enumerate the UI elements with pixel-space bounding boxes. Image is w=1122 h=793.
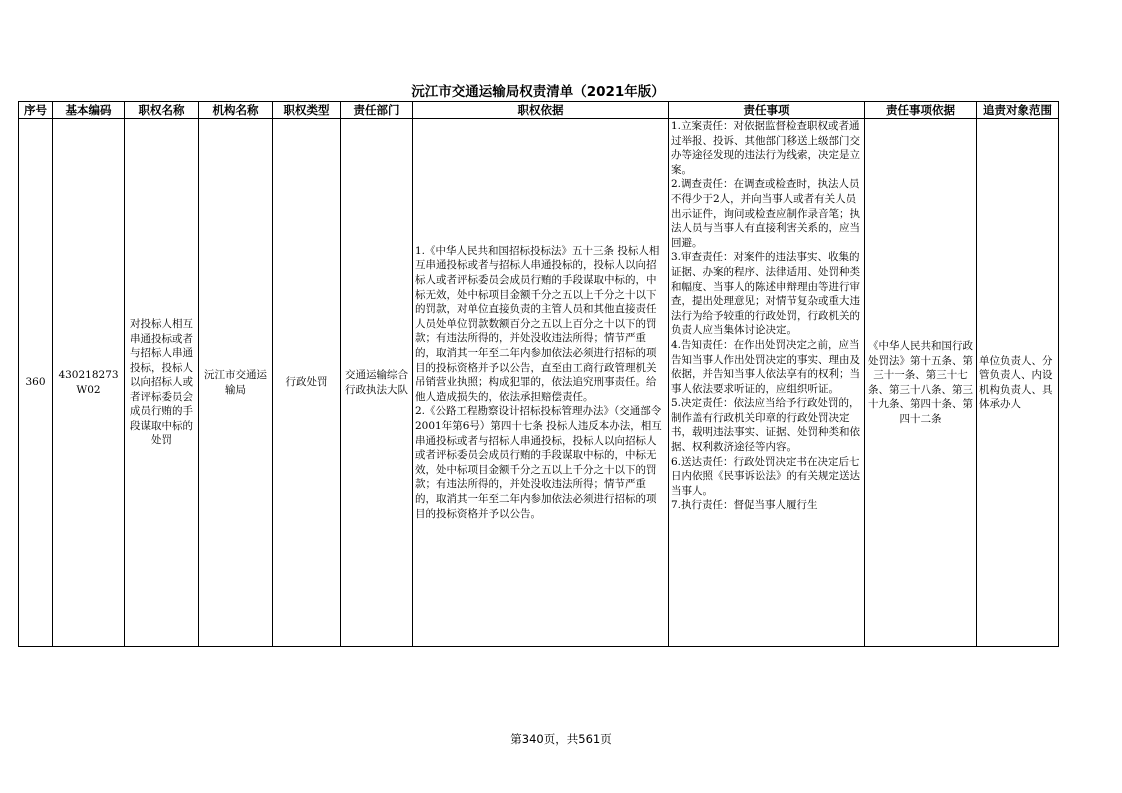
duty-item-5: 5.决定责任：依法应当给予行政处罚的，制作盖有行政机关印章的行政处罚决定书，载明违法事实、证据、处罚种类和依据、权利救济途径等内容。 bbox=[671, 397, 860, 454]
header-index: 序号 bbox=[19, 102, 53, 119]
cell-basis bbox=[413, 119, 669, 647]
header-basis: 职权依据 bbox=[413, 102, 669, 119]
duty-list-table bbox=[18, 101, 1059, 647]
table-header-row bbox=[19, 102, 1059, 119]
header-duty-basis: 责任事项依据 bbox=[865, 102, 977, 119]
cell-index: 360 bbox=[19, 119, 53, 647]
cell-code: 430218273W02 bbox=[53, 119, 125, 647]
header-duties: 责任事项 bbox=[669, 102, 865, 119]
duty-item-6: 6.送达责任：行政处罚决定书在决定后七日内依照《民事诉讼法》的有关规定送达当事人。 bbox=[671, 455, 860, 497]
header-code: 基本编码 bbox=[53, 102, 125, 119]
header-power-type: 职权类型 bbox=[273, 102, 341, 119]
cell-duty-basis: 《中华人民共和国行政处罚法》第十五条、第三十一条、第三十七条、第三十八条、第三十九条、第四十条、第四十二条 bbox=[865, 119, 977, 647]
cell-accountability: 单位负责人、分管负责人、内设机构负责人、具体承办人 bbox=[977, 119, 1059, 647]
header-org-name: 机构名称 bbox=[199, 102, 273, 119]
cell-power-name: 对投标人相互串通投标或者与招标人串通投标，投标人以向招标人或者评标委员会成员行贿的手段谋取中标的处罚 bbox=[125, 119, 199, 647]
duty-item-4: 4.告知责任：在作出处罚决定之前，应当告知当事人作出处罚决定的事实、理由及依据，并告知当事人依法享有的权利；当事人依法要求听证的，应组织听证。 bbox=[671, 338, 860, 395]
page-number: 第340页，共561页 bbox=[510, 732, 612, 746]
duty-item-1: 1.立案责任：对依据监督检查职权或者通过举报、投诉、其他部门移送上级部门交办等途径发现的违法行为线索，决定是立案。 bbox=[671, 120, 860, 176]
cell-duties bbox=[669, 119, 865, 647]
cell-department: 交通运输综合行政执法大队 bbox=[341, 119, 413, 647]
duty-item-3: 3.审查责任：对案件的违法事实、收集的证据、办案的程序、法律适用、处罚种类和幅度、当事人的陈述申辩理由等进行审查，提出处理意见；对情节复杂或重大违法行为给予较重的行政处罚，行政机关的负责人应当集体讨论决定。 bbox=[671, 251, 860, 337]
duty-item-7: 7.执行责任：督促当事人履行生 bbox=[671, 499, 818, 512]
header-accountability: 追责对象范围 bbox=[977, 102, 1059, 119]
basis-paragraph-2: 2.《公路工程勘察设计招标投标管理办法》（交通部令2001年第6号）第四十七条 投标人违反本办法，相互串通投标或者与招标人串通投标，投标人以向招标人或者评标委员会成员行贿的手段谋取中标的，中标无效，处中标项目金额千分之五以上千分之十以下的罚款；有违法所得的，并处没收违法所得；情节严重的，取消其一年至二年内参加依法必须进行招标的项目的投标资格并予以公告。 bbox=[415, 405, 662, 520]
duty-item-2: 2.调查责任：在调查或检查时，执法人员不得少于2人，并向当事人或者有关人员出示证件，询问或检查应制作录音笔；执法人员与当事人有直接利害关系的，应当回避。 bbox=[671, 178, 860, 249]
page-title: 沅江市交通运输局权责清单（2021年版） bbox=[411, 84, 665, 100]
table-row bbox=[19, 119, 1059, 647]
header-department: 责任部门 bbox=[341, 102, 413, 119]
cell-org-name: 沅江市交通运输局 bbox=[199, 119, 273, 647]
cell-power-type: 行政处罚 bbox=[273, 119, 341, 647]
header-power-name: 职权名称 bbox=[125, 102, 199, 119]
basis-paragraph-1: 1.《中华人民共和国招标投标法》五十三条 投标人相互串通投标或者与招标人串通投标的，投标人以向招标人或者评标委员会成员行贿的手段谋取中标的，中标无效，处中标项目金额千分之五以上千分之十以下的罚款，对单位直接负责的主管人员和其他直接责任人员处单位罚款数额百分之五以上百分之十以下的罚款；有违法所得的，并处没收违法所得；情节严重的，取消其一年至二年内参加依法必须进行招标的项目的投标资格并予以公告，直至由工商行政管理机关吊销营业执照；构成犯罪的，依法追究刑事责任。给他人造成损失的，依法承担赔偿责任。 bbox=[415, 244, 660, 403]
